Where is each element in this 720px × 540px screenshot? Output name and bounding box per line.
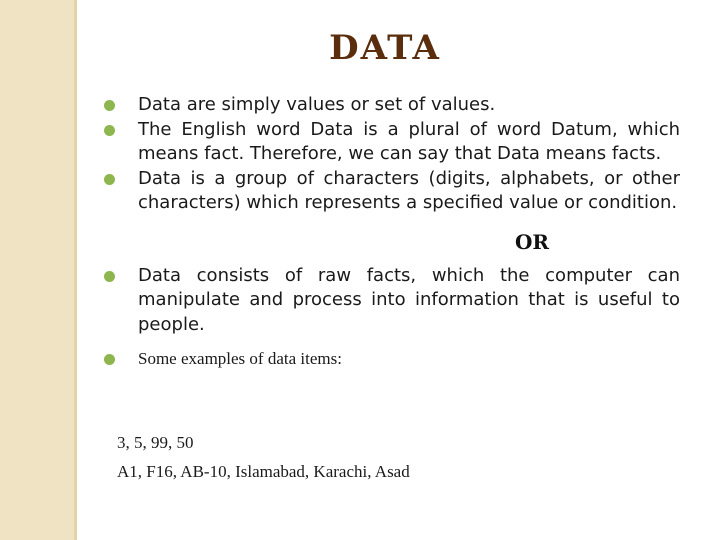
- bullet-dot-icon: [104, 125, 115, 136]
- bullet-dot-icon: [104, 354, 115, 365]
- bullet-item: [104, 167, 680, 216]
- examples-bullet: [104, 347, 680, 371]
- bullet-text: Data consists of raw facts, which the computer can manipulate and process into information that is useful to people.: [138, 264, 680, 335]
- bullet-text: Data are simply values or set of values.: [138, 94, 496, 115]
- examples-label: Some examples of data items:: [138, 349, 342, 368]
- bullet-dot-icon: [104, 100, 115, 111]
- bullet-text: Data is a group of characters (digits, alphabets, or other characters) which represents a specified value or condition.: [138, 167, 680, 213]
- content-area: [104, 93, 680, 371]
- bullet-text: The English word Data is a plural of word Datum, which means fact. Therefore, we can say that Data means facts.: [138, 118, 680, 164]
- bullet-dot-icon: [104, 271, 115, 282]
- or-separator: OR: [514, 229, 550, 254]
- example-line: A1, F16, AB-10, Islamabad, Karachi, Asad: [117, 462, 410, 481]
- slide-title: DATA: [329, 28, 441, 68]
- example-line: 3, 5, 99, 50: [117, 433, 194, 452]
- bullet-item: [104, 93, 680, 118]
- bullet-dot-icon: [104, 174, 115, 185]
- left-decorative-band: [0, 0, 74, 540]
- left-band-edge: [74, 0, 77, 540]
- bullet-item: [104, 118, 680, 167]
- bullet-item: [104, 264, 680, 338]
